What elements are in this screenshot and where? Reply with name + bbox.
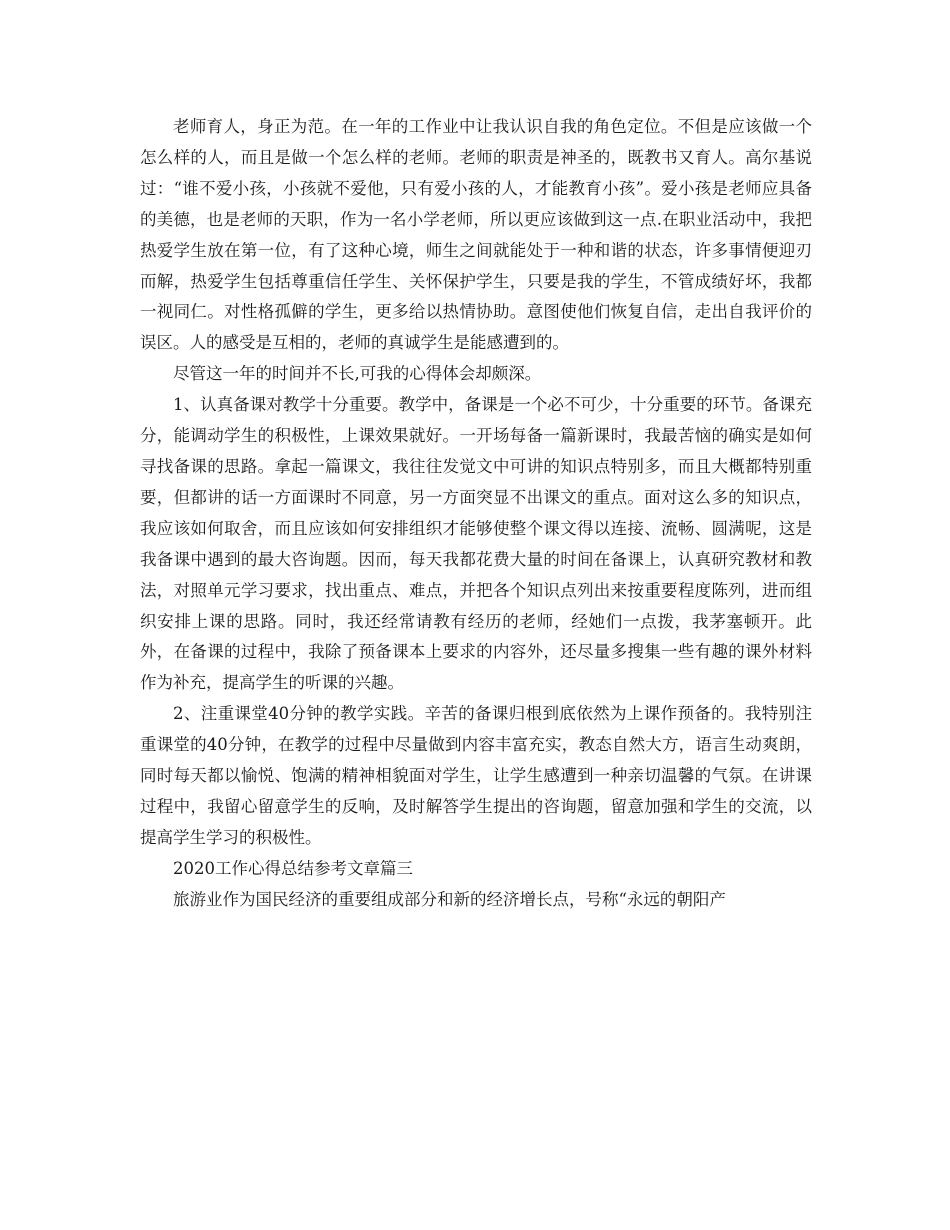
section-heading-part-three: 2020工作心得总结参考文章篇三	[173, 858, 413, 878]
paragraph-reflection-intro: 尽管这一年的时间并不长,可我的心得体会却颇深。	[173, 364, 542, 384]
document-body	[140, 112, 812, 916]
paragraph-classroom-practice: 2、注重课堂40分钟的教学实践。辛苦的备课归根到底依然为上课作预备的。我特别注重课堂的40分钟，在教学的过程中尽量做到内容丰富充实，教态自然大方，语言生动爽朗，同时每天都以愉悦、饱满的精神相貌面对学生，让学生感遭到一种亲切温馨的气氛。在讲课过程中，我留心留意学生的反响，及时解答学生提出的咨询题，留意加强和学生的交流，以提高学生学习的积极性。	[140, 704, 812, 847]
paragraph-lesson-preparation: 1、认真备课对教学十分重要。教学中，备课是一个必不可少，十分重要的环节。备课充分，能调动学生的积极性，上课效果就好。一开场每备一篇新课时，我最苦恼的确实是如何寻找备课的思路。拿起一篇课文，我往往发觉文中可讲的知识点特别多，而且大概都特别重要，但都讲的话一方面课时不同意，另一方面突显不出课文的重点。面对这么多的知识点，我应该如何取舍，而且应该如何安排组织才能够使整个课文得以连接、流畅、圆满呢，这是我备课中遇到的最大咨询题。因而，每天我都花费大量的时间在备课上，认真研究教材和教法，对照单元学习要求，找出重点、难点，并把各个知识点列出来按重要程度陈列，进而组织安排上课的思路。同时，我还经常请教有经历的老师，经她们一点拨，我茅塞顿开。此外，在备课的过程中，我除了预备课本上要求的内容外，还尽量多搜集一些有趣的课外材料作为补充，提高学生的听课的兴趣。	[140, 395, 812, 693]
paragraph-teacher-role: 老师育人，身正为范。在一年的工作业中让我认识自我的角色定位。不但是应该做一个怎么样的人，而且是做一个怎么样的老师。老师的职责是神圣的，既教书又育人。高尔基说过：“谁不爱小孩，小孩就不爱他，只有爱小孩的人，才能教育小孩”。爱小孩是老师应具备的美德，也是老师的天职，作为一名小学老师，所以更应该做到这一点.在职业活动中，我把热爱学生放在第一位，有了这种心境，师生之间就能处于一种和谐的状态，许多事情便迎刃而解，热爱学生包括尊重信任学生、关怀保护学生，只要是我的学生，不管成绩好坏，我都一视同仁。对性格孤僻的学生，更多给以热情协助。意图使他们恢复自信，走出自我评价的误区。人的感受是互相的，老师的真诚学生是能感遭到的。	[140, 117, 812, 353]
paragraph-tourism-intro: 旅游业作为国民经济的重要组成部分和新的经济增长点，号称“永远的朝阳产	[173, 889, 726, 909]
